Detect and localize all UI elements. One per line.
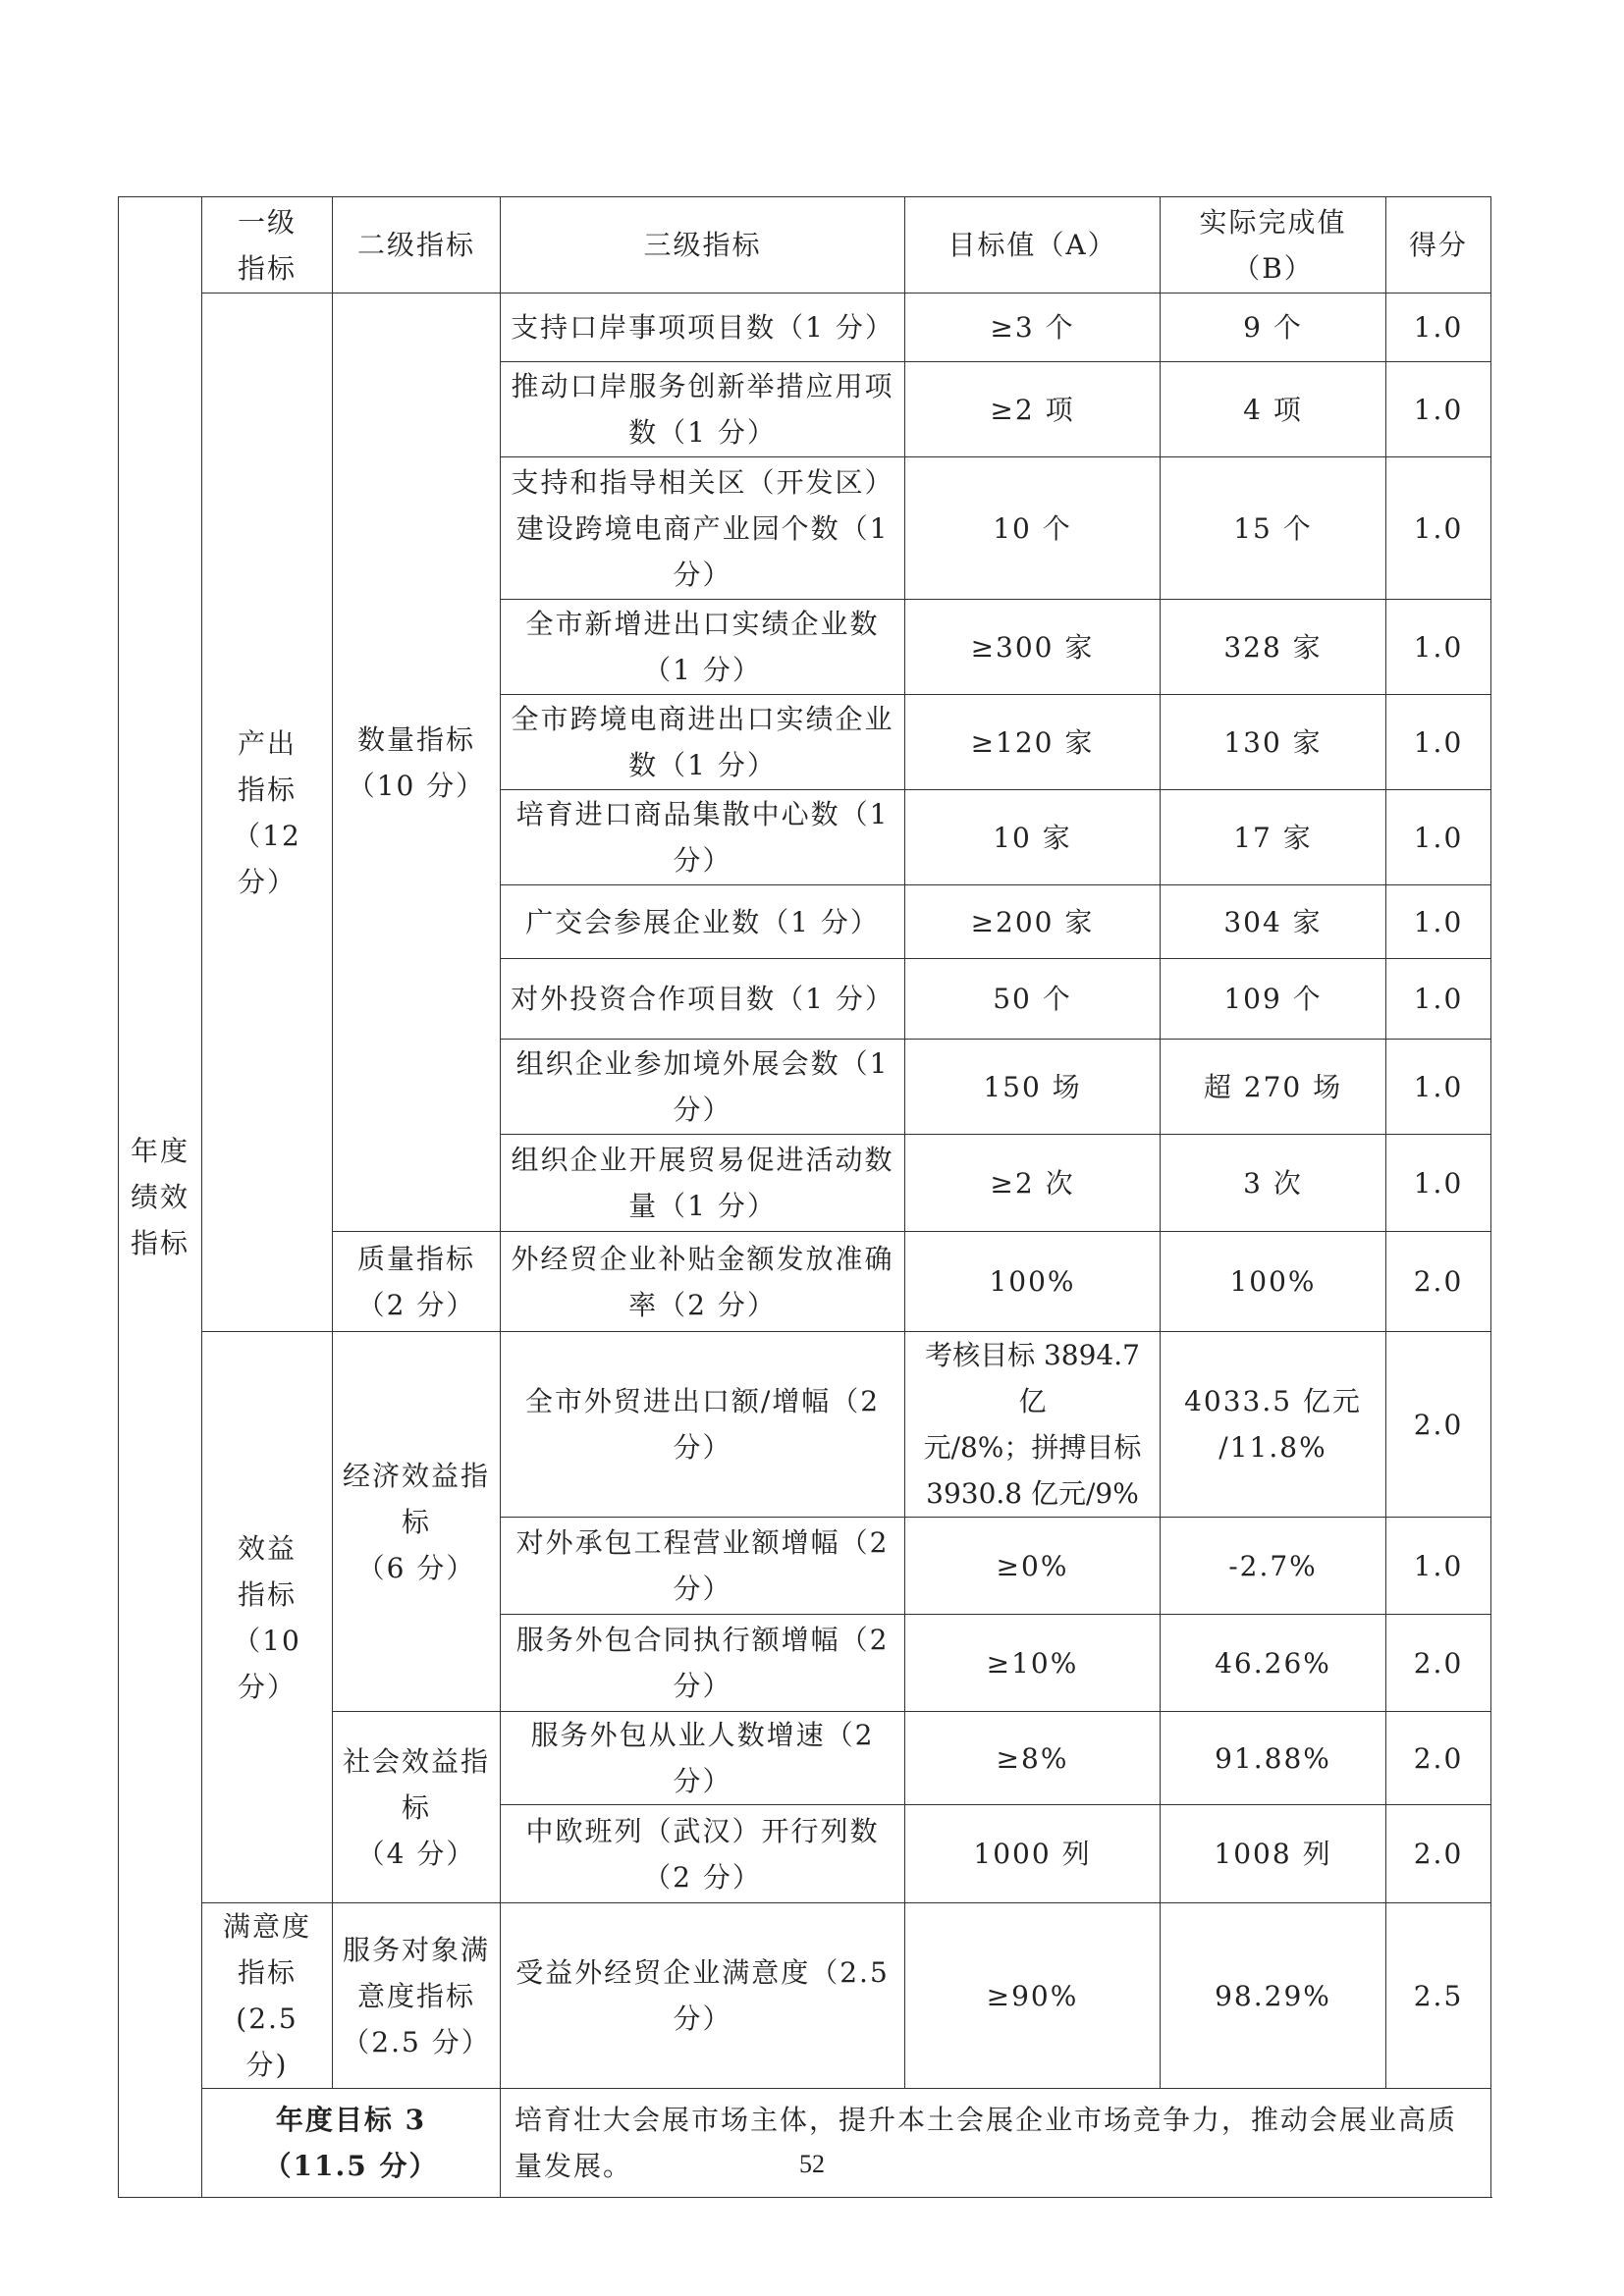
satisfaction-indicators-group: 满意度 指标(2.5 分) [202, 1903, 333, 2089]
actual-cell: 17 家 [1161, 790, 1386, 885]
actual-cell: 9 个 [1161, 294, 1386, 362]
actual-cell: 109 个 [1161, 959, 1386, 1040]
target-cell: 考核目标 3894.7 亿 元/8%；拼搏目标 3930.8 亿元/9% [905, 1332, 1161, 1518]
score-cell: 1.0 [1386, 790, 1491, 885]
actual-cell: 100% [1161, 1232, 1386, 1332]
indicator-cell: 全市跨境电商进出口实绩企业 数（1 分） [501, 695, 905, 790]
indicator-cell: 外经贸企业补贴金额发放准确 率（2 分） [501, 1232, 905, 1332]
indicator-cell: 对外投资合作项目数（1 分） [501, 959, 905, 1040]
actual-cell: 130 家 [1161, 695, 1386, 790]
output-indicators-group: 产出 指标 （12 分） [202, 294, 333, 1332]
actual-cell: 304 家 [1161, 885, 1386, 959]
score-cell: 1.0 [1386, 457, 1491, 600]
score-cell: 1.0 [1386, 1040, 1491, 1135]
actual-cell: 328 家 [1161, 600, 1386, 695]
header-score: 得分 [1386, 197, 1491, 294]
score-cell: 1.0 [1386, 362, 1491, 457]
score-cell: 2.0 [1386, 1615, 1491, 1712]
actual-cell: -2.7% [1161, 1518, 1386, 1615]
table-row [119, 294, 1491, 362]
indicator-cell: 推动口岸服务创新举措应用项 数（1 分） [501, 362, 905, 457]
indicator-cell: 支持口岸事项项目数（1 分） [501, 294, 905, 362]
target-cell: ≥0% [905, 1518, 1161, 1615]
target-cell: ≥2 项 [905, 362, 1161, 457]
indicator-cell: 中欧班列（武汉）开行列数 （2 分） [501, 1805, 905, 1903]
annual-goal-3-text: 培育壮大会展市场主体，提升本土会展企业市场竞争力，推动会展业高质量发展。 [501, 2089, 1491, 2198]
indicator-cell: 对外承包工程营业额增幅（2 分） [501, 1518, 905, 1615]
quality-indicators-subgroup: 质量指标 （2 分） [333, 1232, 501, 1332]
table-row [119, 1903, 1491, 2089]
quantity-indicators-subgroup: 数量指标 （10 分） [333, 294, 501, 1232]
annual-goal-3-row [119, 2089, 1491, 2198]
indicator-cell: 服务外包合同执行额增幅（2 分） [501, 1615, 905, 1712]
indicator-cell: 培育进口商品集散中心数（1 分） [501, 790, 905, 885]
actual-cell: 4033.5 亿元 /11.8% [1161, 1332, 1386, 1518]
annual-performance-indicators-label: 年度 绩效 指标 [119, 197, 202, 2198]
target-cell: ≥10% [905, 1615, 1161, 1712]
benefit-indicators-group: 效益 指标 （10 分） [202, 1332, 333, 1903]
target-cell: ≥300 家 [905, 600, 1161, 695]
score-cell: 1.0 [1386, 695, 1491, 790]
economic-benefit-subgroup: 经济效益指 标 （6 分） [333, 1332, 501, 1712]
target-cell: 50 个 [905, 959, 1161, 1040]
score-cell: 1.0 [1386, 1135, 1491, 1232]
actual-cell: 15 个 [1161, 457, 1386, 600]
indicator-cell: 组织企业开展贸易促进活动数 量（1 分） [501, 1135, 905, 1232]
performance-indicator-table [118, 196, 1491, 2198]
header-actual: 实际完成值（B） [1161, 197, 1386, 294]
table-row [119, 1332, 1491, 1518]
target-cell: ≥8% [905, 1712, 1161, 1805]
score-cell: 1.0 [1386, 959, 1491, 1040]
annual-goal-3-label: 年度目标 3 （11.5 分） [202, 2089, 501, 2198]
target-cell: ≥3 个 [905, 294, 1161, 362]
score-cell: 1.0 [1386, 600, 1491, 695]
target-cell: 1000 列 [905, 1805, 1161, 1903]
actual-cell: 超 270 场 [1161, 1040, 1386, 1135]
score-cell: 2.0 [1386, 1232, 1491, 1332]
target-cell: 10 家 [905, 790, 1161, 885]
score-cell: 2.0 [1386, 1712, 1491, 1805]
score-cell: 1.0 [1386, 1518, 1491, 1615]
score-cell: 1.0 [1386, 294, 1491, 362]
actual-cell: 4 项 [1161, 362, 1386, 457]
indicator-cell: 支持和指导相关区（开发区） 建设跨境电商产业园个数（1 分） [501, 457, 905, 600]
social-benefit-subgroup: 社会效益指 标 （4 分） [333, 1712, 501, 1903]
actual-cell: 46.26% [1161, 1615, 1386, 1712]
target-cell: ≥200 家 [905, 885, 1161, 959]
indicator-cell: 全市新增进出口实绩企业数 （1 分） [501, 600, 905, 695]
target-cell: 150 场 [905, 1040, 1161, 1135]
indicator-cell: 组织企业参加境外展会数（1 分） [501, 1040, 905, 1135]
target-cell: ≥2 次 [905, 1135, 1161, 1232]
header-level3: 三级指标 [501, 197, 905, 294]
score-cell: 1.0 [1386, 885, 1491, 959]
target-cell: ≥90% [905, 1903, 1161, 2089]
service-satisfaction-subgroup: 服务对象满 意度指标 （2.5 分） [333, 1903, 501, 2089]
actual-cell: 91.88% [1161, 1712, 1386, 1805]
target-cell: ≥120 家 [905, 695, 1161, 790]
target-cell: 10 个 [905, 457, 1161, 600]
actual-cell: 3 次 [1161, 1135, 1386, 1232]
header-level1: 一级 指标 [202, 197, 333, 294]
indicator-cell: 服务外包从业人数增速（2 分） [501, 1712, 905, 1805]
page-number: 52 [799, 2150, 825, 2178]
score-cell: 2.5 [1386, 1903, 1491, 2089]
indicator-cell: 受益外经贸企业满意度（2.5 分） [501, 1903, 905, 2089]
target-cell: 100% [905, 1232, 1161, 1332]
score-cell: 2.0 [1386, 1332, 1491, 1518]
header-target: 目标值（A） [905, 197, 1161, 294]
actual-cell: 1008 列 [1161, 1805, 1386, 1903]
actual-cell: 98.29% [1161, 1903, 1386, 2089]
table-header-row [119, 197, 1491, 294]
header-level2: 二级指标 [333, 197, 501, 294]
indicator-cell: 广交会参展企业数（1 分） [501, 885, 905, 959]
score-cell: 2.0 [1386, 1805, 1491, 1903]
indicator-cell: 全市外贸进出口额/增幅（2 分） [501, 1332, 905, 1518]
